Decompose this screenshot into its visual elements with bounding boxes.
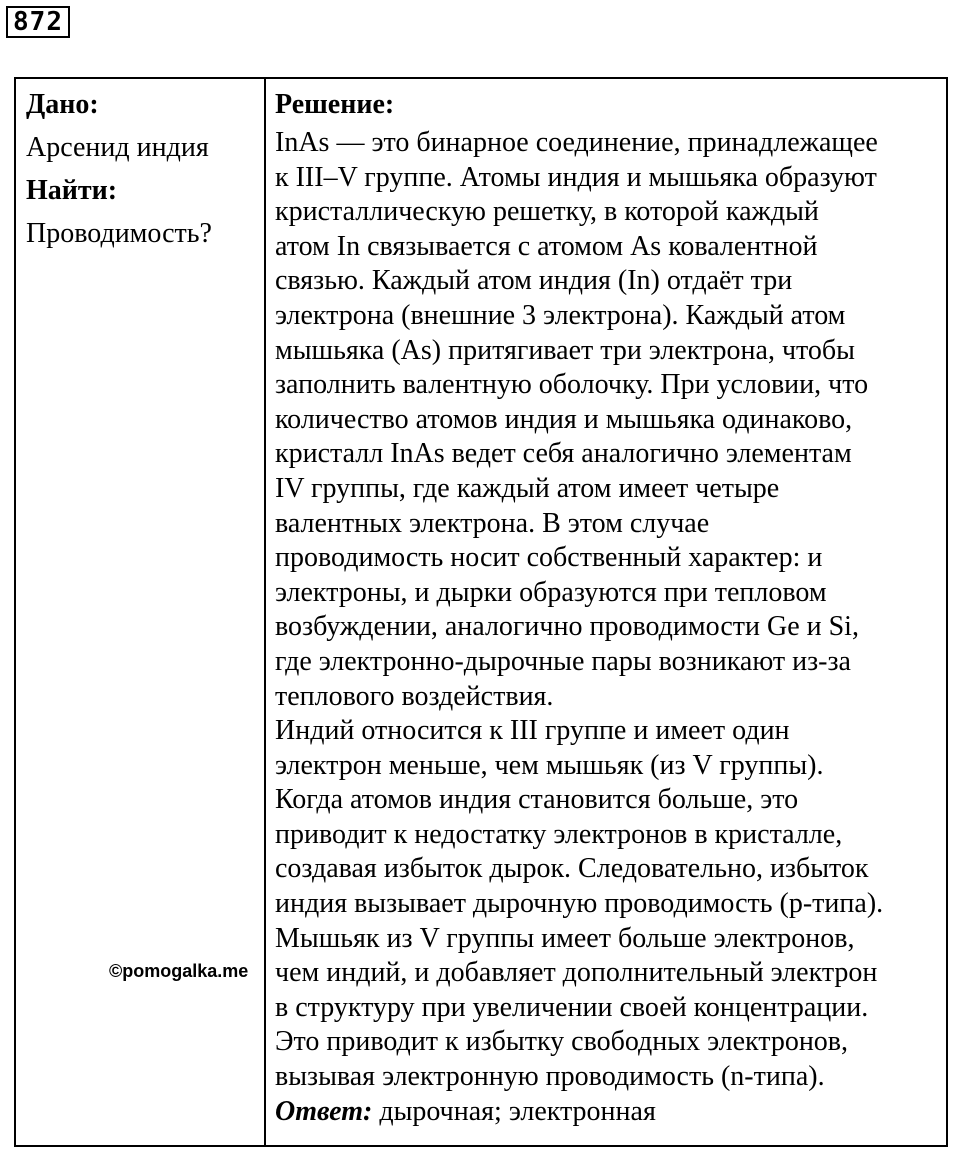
solution-line: теплового воздействия. (275, 680, 554, 712)
solution-line: проводимость носит собственный характер: и (275, 542, 823, 574)
solution-line: где электронно-дырочные пары возникают из-за (275, 645, 851, 677)
solution-line: заполнить валентную оболочку. При условии, что (275, 369, 869, 401)
problem-number: 872 (6, 6, 70, 38)
solution-line: InAs — это бинарное соединение, принадлежащее (275, 127, 878, 158)
find-value: Проводимость? (26, 218, 212, 249)
solution-line: возбуждении, аналогично проводимости Ge и Si, (275, 611, 859, 643)
given-heading: Дано: (26, 89, 99, 120)
solution-line: Это приводит к избытку свободных электронов, (275, 1026, 849, 1058)
solution-line: связью. Каждый атом индия (In) отдаёт три (275, 265, 793, 297)
given-column (26, 83, 260, 255)
solution-line: мышьяка (As) притягивает три электрона, чтобы (275, 334, 855, 366)
solution-line: электроны, и дырки образуются при тепловом (275, 576, 827, 608)
solution-line: валентных электрона. В этом случае (275, 507, 710, 539)
answer-label: Ответ: (275, 1095, 373, 1127)
solution-line: кристалл InAs ведет себя аналогично элементам (275, 438, 852, 470)
solution-column (275, 83, 947, 1129)
solution-line: создавая избыток дырок. Следовательно, избыток (275, 853, 869, 885)
solution-line: IV группы, где каждый атом имеет четыре (275, 472, 780, 504)
solution-text (275, 126, 947, 1129)
watermark: ©pomogalka.me (109, 961, 249, 981)
solution-line: электрона (внешние 3 электрона). Каждый атом (275, 299, 846, 331)
solution-line: атом In связывается с атомом As ковалентной (275, 230, 818, 262)
solution-line: индия вызывает дырочную проводимость (p-типа). (275, 888, 884, 920)
solution-line: в структуру при увеличении своей концентрации. (275, 991, 869, 1023)
solution-table (14, 77, 948, 1147)
solution-line: Когда атомов индия становится больше, это (275, 784, 799, 816)
solution-line: чем индий, и добавляет дополнительный электрон (275, 957, 878, 989)
solution-line: приводит к недостатку электронов в кристалле, (275, 818, 843, 850)
solution-line: количество атомов индия и мышьяка одинаково, (275, 403, 853, 435)
column-divider (264, 79, 266, 1145)
solution-line: Индий относится к III группе и имеет один (275, 715, 790, 747)
given-value: Арсенид индия (26, 132, 209, 163)
solution-line: вызывая электронную проводимость (n-типа). (275, 1061, 825, 1093)
find-heading: Найти: (26, 175, 118, 206)
answer-text: дырочная; электронная (372, 1095, 656, 1127)
solution-line: электрон меньше, чем мышьяк (из V группы). (275, 749, 824, 781)
solution-line: кристаллическую решетку, в которой каждый (275, 196, 819, 228)
solution-line: к III–V группе. Атомы индия и мышьяка образуют (275, 161, 877, 193)
solution-line: Мышьяк из V группы имеет больше электронов, (275, 922, 855, 954)
answer-line (275, 1095, 947, 1130)
solution-heading: Решение: (275, 89, 395, 120)
